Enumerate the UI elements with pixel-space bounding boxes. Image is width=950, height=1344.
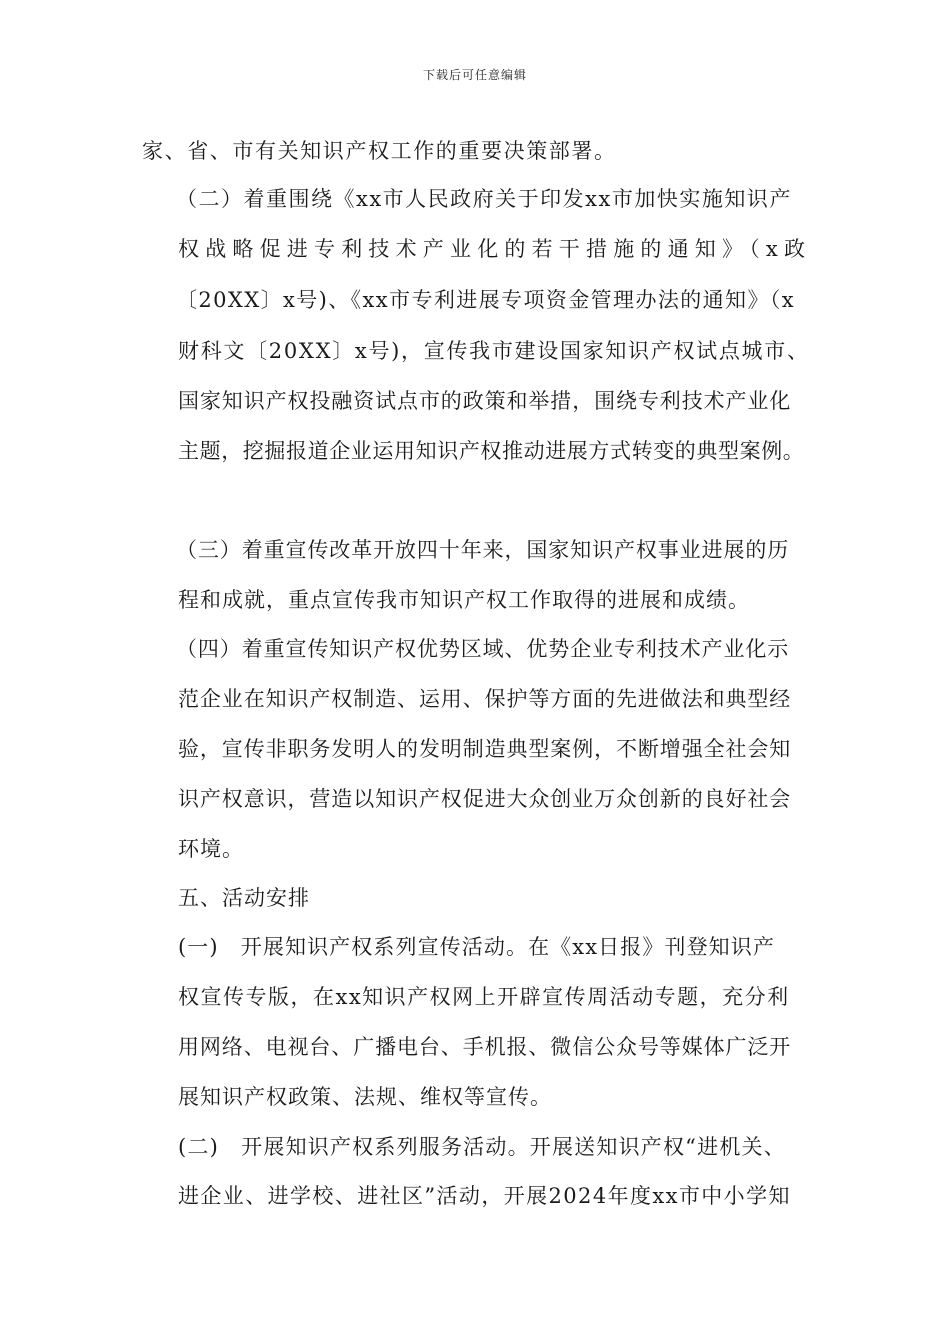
text-line: 展知识产权政策、法规、维权等宣传。 bbox=[178, 1085, 552, 1109]
section-heading: 五、活动安排 bbox=[178, 886, 310, 910]
text-line: 验，宣传非职务发明人的发明制造典型案例，不断增强全社会知 bbox=[178, 737, 792, 761]
text-line: 环境。 bbox=[178, 837, 244, 861]
text-line: 〔20XX〕x号)、《xx市专利进展专项资金管理办法的通知》（x bbox=[176, 288, 795, 312]
text-line: 进企业、进学校、进社区”活动，开展2024年度xx市中小学知 bbox=[178, 1184, 791, 1208]
text-line: 主题，挖掘报道企业运用知识产权推动进展方式转变的典型案例。 bbox=[178, 439, 805, 463]
text-line: (一) 开展知识产权系列宣传活动。在《xx日报》刊登知识产 bbox=[178, 935, 775, 959]
text-line: （二）着重围绕《xx市人民政府关于印发xx市加快实施知识产 bbox=[176, 187, 792, 211]
text-line: 范企业在知识产权制造、运用、保护等方面的先进做法和典型经 bbox=[178, 687, 792, 711]
text-line: 识产权意识，营造以知识产权促进大众创业万众创新的良好社会 bbox=[178, 787, 792, 811]
text-line: 家、省、市有关知识产权工作的重要决策部署。 bbox=[142, 139, 617, 163]
page-header: 下载后可任意编辑 bbox=[422, 68, 527, 82]
text-line: 国家知识产权投融资试点市的政策和举措，围绕专利技术产业化 bbox=[178, 389, 792, 413]
text-line: 财科文〔20XX〕x号)，宣传我市建设国家知识产权试点城市、 bbox=[178, 339, 810, 363]
text-line: 权宣传专版，在xx知识产权网上开辟宣传周活动专题，充分利 bbox=[178, 985, 790, 1009]
text-line: (二) 开展知识产权系列服务活动。开展送知识产权“进机关、 bbox=[178, 1135, 786, 1159]
text-line: 用网络、电视台、广播电台、手机报、微信公众号等媒体广泛开 bbox=[178, 1035, 792, 1059]
text-line: （三）着重宣传改革开放四十年来，国家知识产权事业进展的历 bbox=[176, 538, 790, 562]
text-line: （四）着重宣传知识产权优势区域、优势企业专利技术产业化示 bbox=[176, 637, 790, 661]
text-line: 权战略促进专利技术产业化的若干措施的通知》（x政 bbox=[178, 237, 812, 261]
text-line: 程和成就，重点宣传我市知识产权工作取得的进展和成绩。 bbox=[178, 588, 750, 612]
